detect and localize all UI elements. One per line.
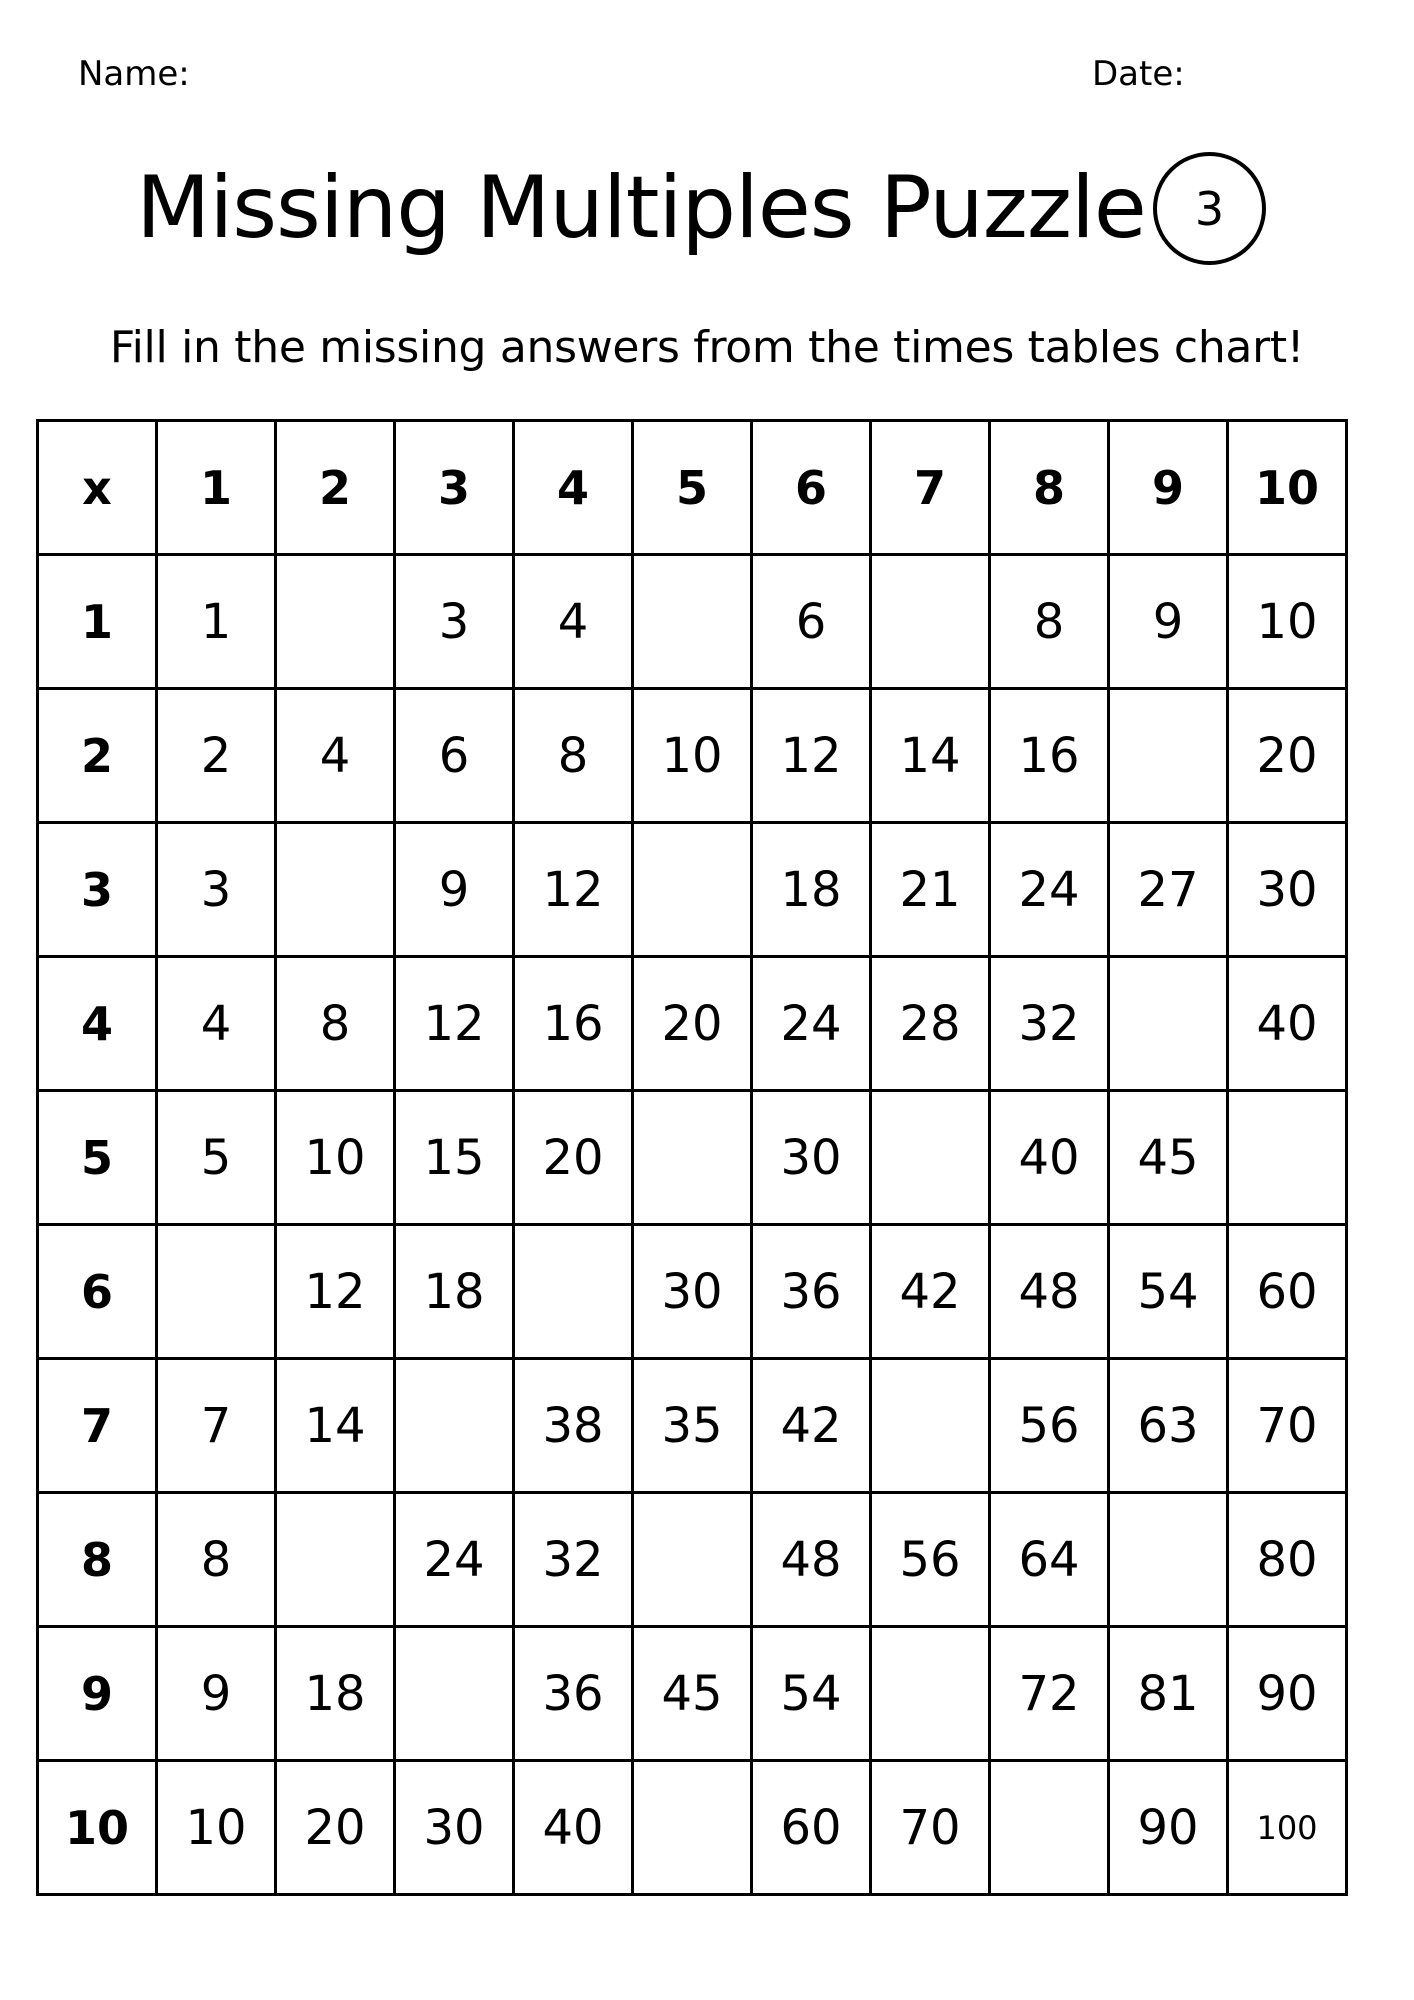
answer-cell: 16 [990, 689, 1109, 823]
answer-cell: 63 [1109, 1359, 1228, 1493]
answer-cell: 9 [157, 1627, 276, 1761]
answer-cell: 5 [157, 1091, 276, 1225]
answer-cell: 4 [157, 957, 276, 1091]
column-header: 6 [752, 421, 871, 555]
answer-cell: 60 [1228, 1225, 1347, 1359]
answer-cell: 32 [990, 957, 1109, 1091]
answer-cell: 56 [990, 1359, 1109, 1493]
answer-cell: 36 [752, 1225, 871, 1359]
answer-cell: 38 [514, 1359, 633, 1493]
row-header: 9 [38, 1627, 157, 1761]
answer-cell: 4 [514, 555, 633, 689]
answer-cell: 14 [871, 689, 990, 823]
row-header: 2 [38, 689, 157, 823]
answer-cell: 28 [871, 957, 990, 1091]
answer-cell: 35 [633, 1359, 752, 1493]
corner-cell: x [38, 421, 157, 555]
answer-cell: 18 [752, 823, 871, 957]
answer-cell: 30 [1228, 823, 1347, 957]
answer-cell: 6 [752, 555, 871, 689]
answer-cell: 6 [395, 689, 514, 823]
column-header: 2 [276, 421, 395, 555]
row-header: 3 [38, 823, 157, 957]
answer-blank-cell[interactable] [1109, 1493, 1228, 1627]
answer-cell: 10 [1228, 555, 1347, 689]
answer-cell: 30 [752, 1091, 871, 1225]
answer-cell: 32 [514, 1493, 633, 1627]
answer-cell: 16 [514, 957, 633, 1091]
answer-cell: 70 [1228, 1359, 1347, 1493]
answer-cell: 42 [871, 1225, 990, 1359]
column-header: 7 [871, 421, 990, 555]
answer-blank-cell[interactable] [633, 1091, 752, 1225]
answer-blank-cell[interactable] [514, 1225, 633, 1359]
answer-blank-cell[interactable] [1109, 957, 1228, 1091]
column-header: 5 [633, 421, 752, 555]
multiplication-table [36, 419, 1348, 1896]
answer-cell: 24 [395, 1493, 514, 1627]
instructions: Fill in the missing answers from the times tables chart! [109, 322, 1305, 373]
answer-blank-cell[interactable] [871, 1627, 990, 1761]
table-row [38, 555, 1347, 689]
date-label: Date: [1092, 54, 1185, 94]
answer-cell: 8 [157, 1493, 276, 1627]
answer-cell: 30 [633, 1225, 752, 1359]
answer-blank-cell[interactable] [157, 1225, 276, 1359]
answer-cell: 20 [276, 1761, 395, 1895]
answer-cell: 24 [752, 957, 871, 1091]
answer-cell: 54 [752, 1627, 871, 1761]
answer-cell: 81 [1109, 1627, 1228, 1761]
answer-cell: 45 [633, 1627, 752, 1761]
answer-cell: 2 [157, 689, 276, 823]
answer-blank-cell[interactable] [395, 1627, 514, 1761]
answer-cell: 9 [1109, 555, 1228, 689]
row-header: 8 [38, 1493, 157, 1627]
answer-cell: 60 [752, 1761, 871, 1895]
answer-blank-cell[interactable] [871, 1091, 990, 1225]
column-header: 4 [514, 421, 633, 555]
answer-cell: 3 [157, 823, 276, 957]
column-header-row [38, 421, 1347, 555]
answer-cell: 3 [395, 555, 514, 689]
answer-cell: 14 [276, 1359, 395, 1493]
answer-cell: 30 [395, 1761, 514, 1895]
answer-cell: 56 [871, 1493, 990, 1627]
column-header: 1 [157, 421, 276, 555]
answer-cell: 80 [1228, 1493, 1347, 1627]
row-header: 5 [38, 1091, 157, 1225]
answer-cell: 20 [514, 1091, 633, 1225]
answer-blank-cell[interactable] [1109, 689, 1228, 823]
puzzle-number-badge: 3 [1153, 152, 1266, 265]
answer-cell: 18 [276, 1627, 395, 1761]
page-title: Missing Multiples Puzzle [136, 158, 1146, 258]
answer-cell: 72 [990, 1627, 1109, 1761]
table-row [38, 1225, 1347, 1359]
answer-cell: 7 [157, 1359, 276, 1493]
times-table-chart [36, 419, 1348, 1896]
table-row [38, 1091, 1347, 1225]
row-header: 4 [38, 957, 157, 1091]
answer-cell: 90 [1228, 1627, 1347, 1761]
column-header: 10 [1228, 421, 1347, 555]
table-row [38, 1493, 1347, 1627]
row-header: 6 [38, 1225, 157, 1359]
answer-blank-cell[interactable] [633, 555, 752, 689]
answer-blank-cell[interactable] [276, 1493, 395, 1627]
answer-blank-cell[interactable] [1228, 1091, 1347, 1225]
answer-cell: 12 [276, 1225, 395, 1359]
answer-cell: 64 [990, 1493, 1109, 1627]
answer-cell: 15 [395, 1091, 514, 1225]
answer-cell: 1 [157, 555, 276, 689]
row-header: 1 [38, 555, 157, 689]
answer-blank-cell[interactable] [633, 1493, 752, 1627]
answer-cell: 42 [752, 1359, 871, 1493]
row-header: 10 [38, 1761, 157, 1895]
answer-cell: 20 [633, 957, 752, 1091]
answer-cell: 54 [1109, 1225, 1228, 1359]
answer-blank-cell[interactable] [276, 555, 395, 689]
table-row [38, 823, 1347, 957]
answer-cell: 70 [871, 1761, 990, 1895]
table-row [38, 1359, 1347, 1493]
answer-cell: 90 [1109, 1761, 1228, 1895]
answer-cell: 8 [514, 689, 633, 823]
answer-cell: 24 [990, 823, 1109, 957]
column-header: 8 [990, 421, 1109, 555]
answer-cell: 10 [633, 689, 752, 823]
row-header: 7 [38, 1359, 157, 1493]
answer-blank-cell[interactable] [276, 823, 395, 957]
answer-cell: 4 [276, 689, 395, 823]
answer-cell: 10 [157, 1761, 276, 1895]
answer-cell: 12 [514, 823, 633, 957]
answer-cell: 10 [276, 1091, 395, 1225]
answer-cell: 18 [395, 1225, 514, 1359]
table-body [38, 421, 1347, 1895]
answer-cell: 20 [1228, 689, 1347, 823]
answer-cell: 48 [990, 1225, 1109, 1359]
column-header: 3 [395, 421, 514, 555]
answer-cell: 8 [276, 957, 395, 1091]
answer-cell: 100 [1228, 1761, 1347, 1895]
answer-cell: 48 [752, 1493, 871, 1627]
answer-blank-cell[interactable] [990, 1761, 1109, 1895]
answer-cell: 36 [514, 1627, 633, 1761]
table-row [38, 957, 1347, 1091]
answer-cell: 12 [395, 957, 514, 1091]
answer-cell: 12 [752, 689, 871, 823]
answer-cell: 8 [990, 555, 1109, 689]
answer-cell: 9 [395, 823, 514, 957]
table-row [38, 1761, 1347, 1895]
answer-cell: 40 [990, 1091, 1109, 1225]
answer-cell: 40 [1228, 957, 1347, 1091]
answer-blank-cell[interactable] [633, 1761, 752, 1895]
answer-blank-cell[interactable] [871, 1359, 990, 1493]
column-header: 9 [1109, 421, 1228, 555]
table-row [38, 1627, 1347, 1761]
name-label: Name: [78, 54, 190, 94]
answer-cell: 27 [1109, 823, 1228, 957]
table-row [38, 689, 1347, 823]
answer-cell: 45 [1109, 1091, 1228, 1225]
answer-blank-cell[interactable] [395, 1359, 514, 1493]
answer-blank-cell[interactable] [633, 823, 752, 957]
answer-blank-cell[interactable] [871, 555, 990, 689]
answer-cell: 40 [514, 1761, 633, 1895]
answer-cell: 21 [871, 823, 990, 957]
